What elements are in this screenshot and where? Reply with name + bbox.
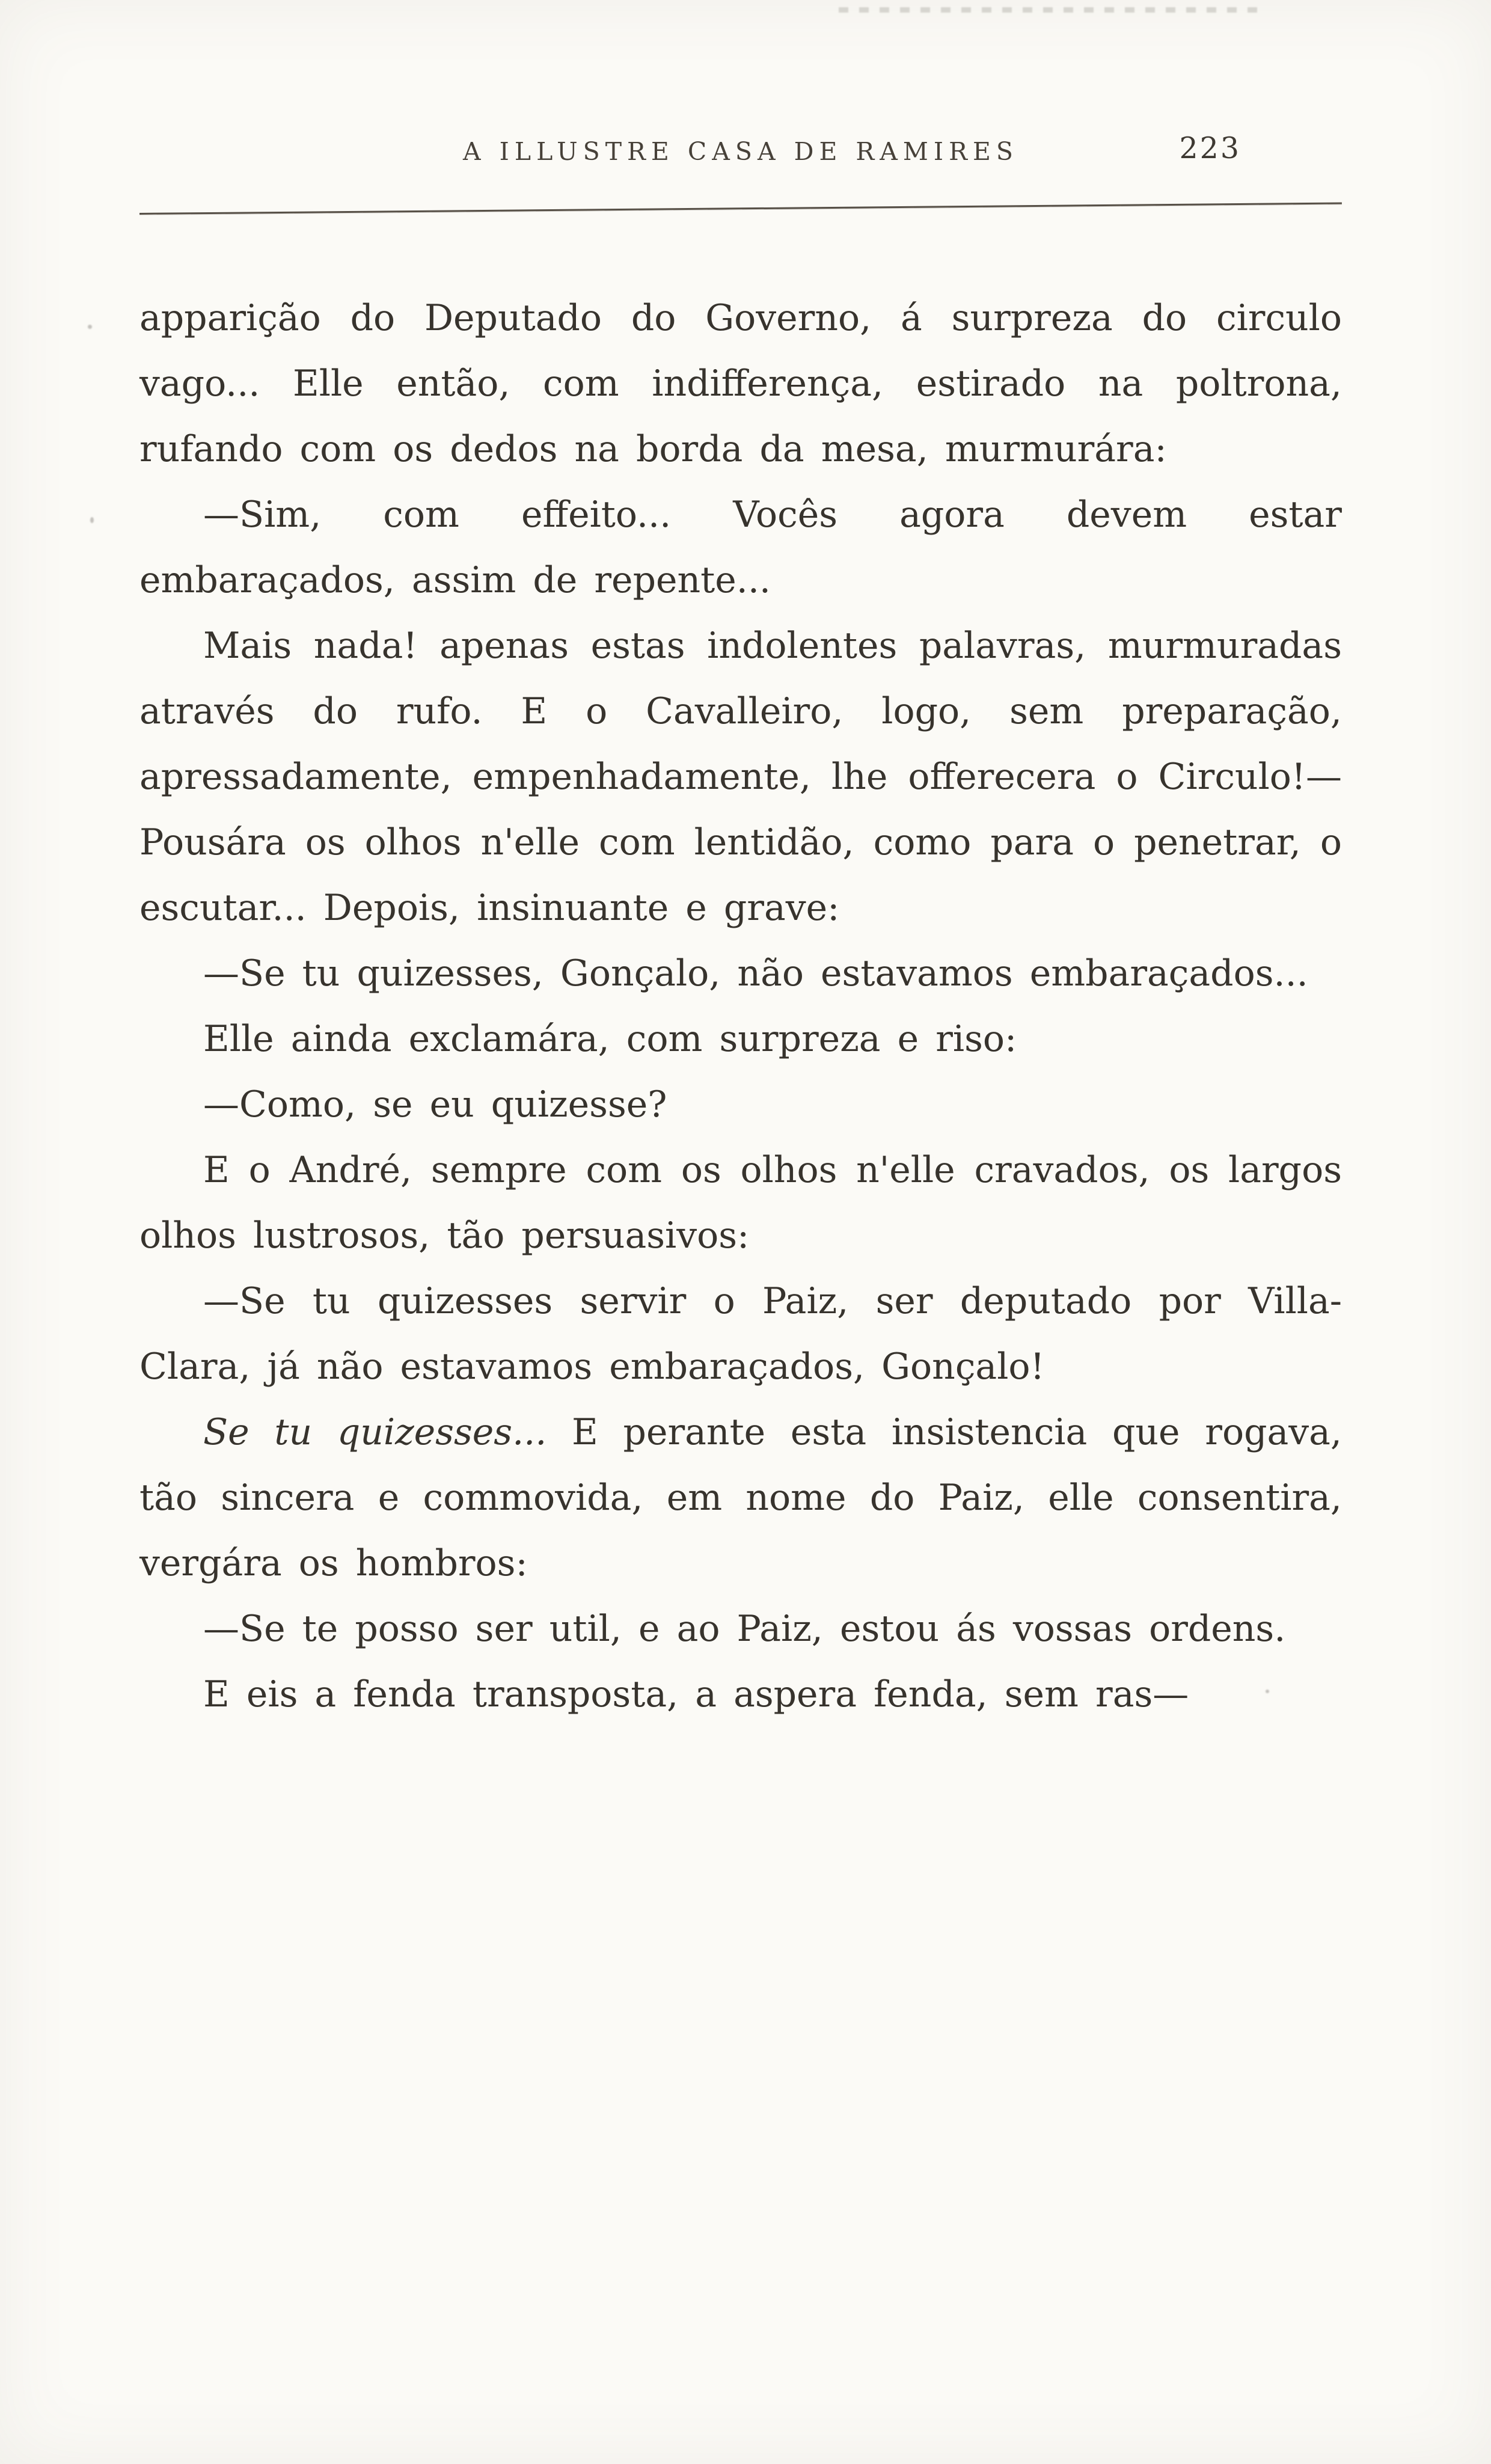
page-number: 223 [1179, 131, 1241, 165]
paragraph [139, 1662, 1342, 1727]
paragraph [139, 1007, 1342, 1072]
scan-speck [90, 517, 94, 523]
text-segment: E perante esta insistencia que rogava, tão sincera e commovida, em nome do Paiz, elle consentira, vergára os hombros: [139, 1411, 1343, 1584]
italic-phrase: Se tu quizesses... [203, 1411, 547, 1453]
paragraph [139, 1072, 1342, 1138]
paragraph [139, 1400, 1342, 1596]
paragraph [139, 286, 1342, 482]
paragraph [139, 1596, 1342, 1662]
running-header [139, 131, 1342, 180]
text-block [139, 286, 1342, 1727]
text-segment: apparição do Deputado do Governo, á surpreza do circulo vago... Elle então, com indifferença, estirado na poltrona, rufando com os dedos na borda da mesa, murmurára: [139, 297, 1342, 470]
text-segment: E o André, sempre com os olhos n'elle cravados, os largos olhos lustrosos, tão persuasivos: [139, 1149, 1342, 1257]
paragraph [139, 1138, 1342, 1269]
text-segment: —Sim, com effeito... Vocês agora devem estar embaraçados, assim de repente... [139, 494, 1342, 601]
scan-artifact-top [839, 7, 1260, 13]
text-segment: —Como, se eu quizesse? [203, 1083, 667, 1126]
paragraph [139, 1269, 1342, 1400]
text-segment: E eis a fenda transposta, a aspera fenda, sem ras— [203, 1673, 1189, 1715]
paragraph [139, 941, 1342, 1007]
paragraph [139, 482, 1342, 613]
text-segment: —Se tu quizesses servir o Paiz, ser deputado por Villa-Clara, já não estavamos embaraçados, Gonçalo! [139, 1280, 1342, 1388]
scan-speck [88, 325, 92, 329]
text-segment: —Se te posso ser util, e ao Paiz, estou ás vossas ordens. [203, 1608, 1286, 1650]
page-body [139, 131, 1343, 1727]
text-segment: Mais nada! apenas estas indolentes palavras, murmuradas através do rufo. E o Cavalleiro, logo, sem preparação, apressadamente, empenhadamente, lhe offerecera o Circulo!—Pousára os olhos n'elle com lentidão, como para o penetrar, o escutar... Depois, insinuante e grave: [139, 625, 1342, 929]
text-segment: —Se tu quizesses, Gonçalo, não estavamos embaraçados... [203, 952, 1308, 994]
header-rule [139, 203, 1342, 215]
text-segment: Elle ainda exclamára, com surpreza e riso: [203, 1018, 1017, 1060]
paragraph [139, 613, 1342, 941]
running-title: A ILLUSTRE CASA DE RAMIRES [463, 137, 1018, 166]
